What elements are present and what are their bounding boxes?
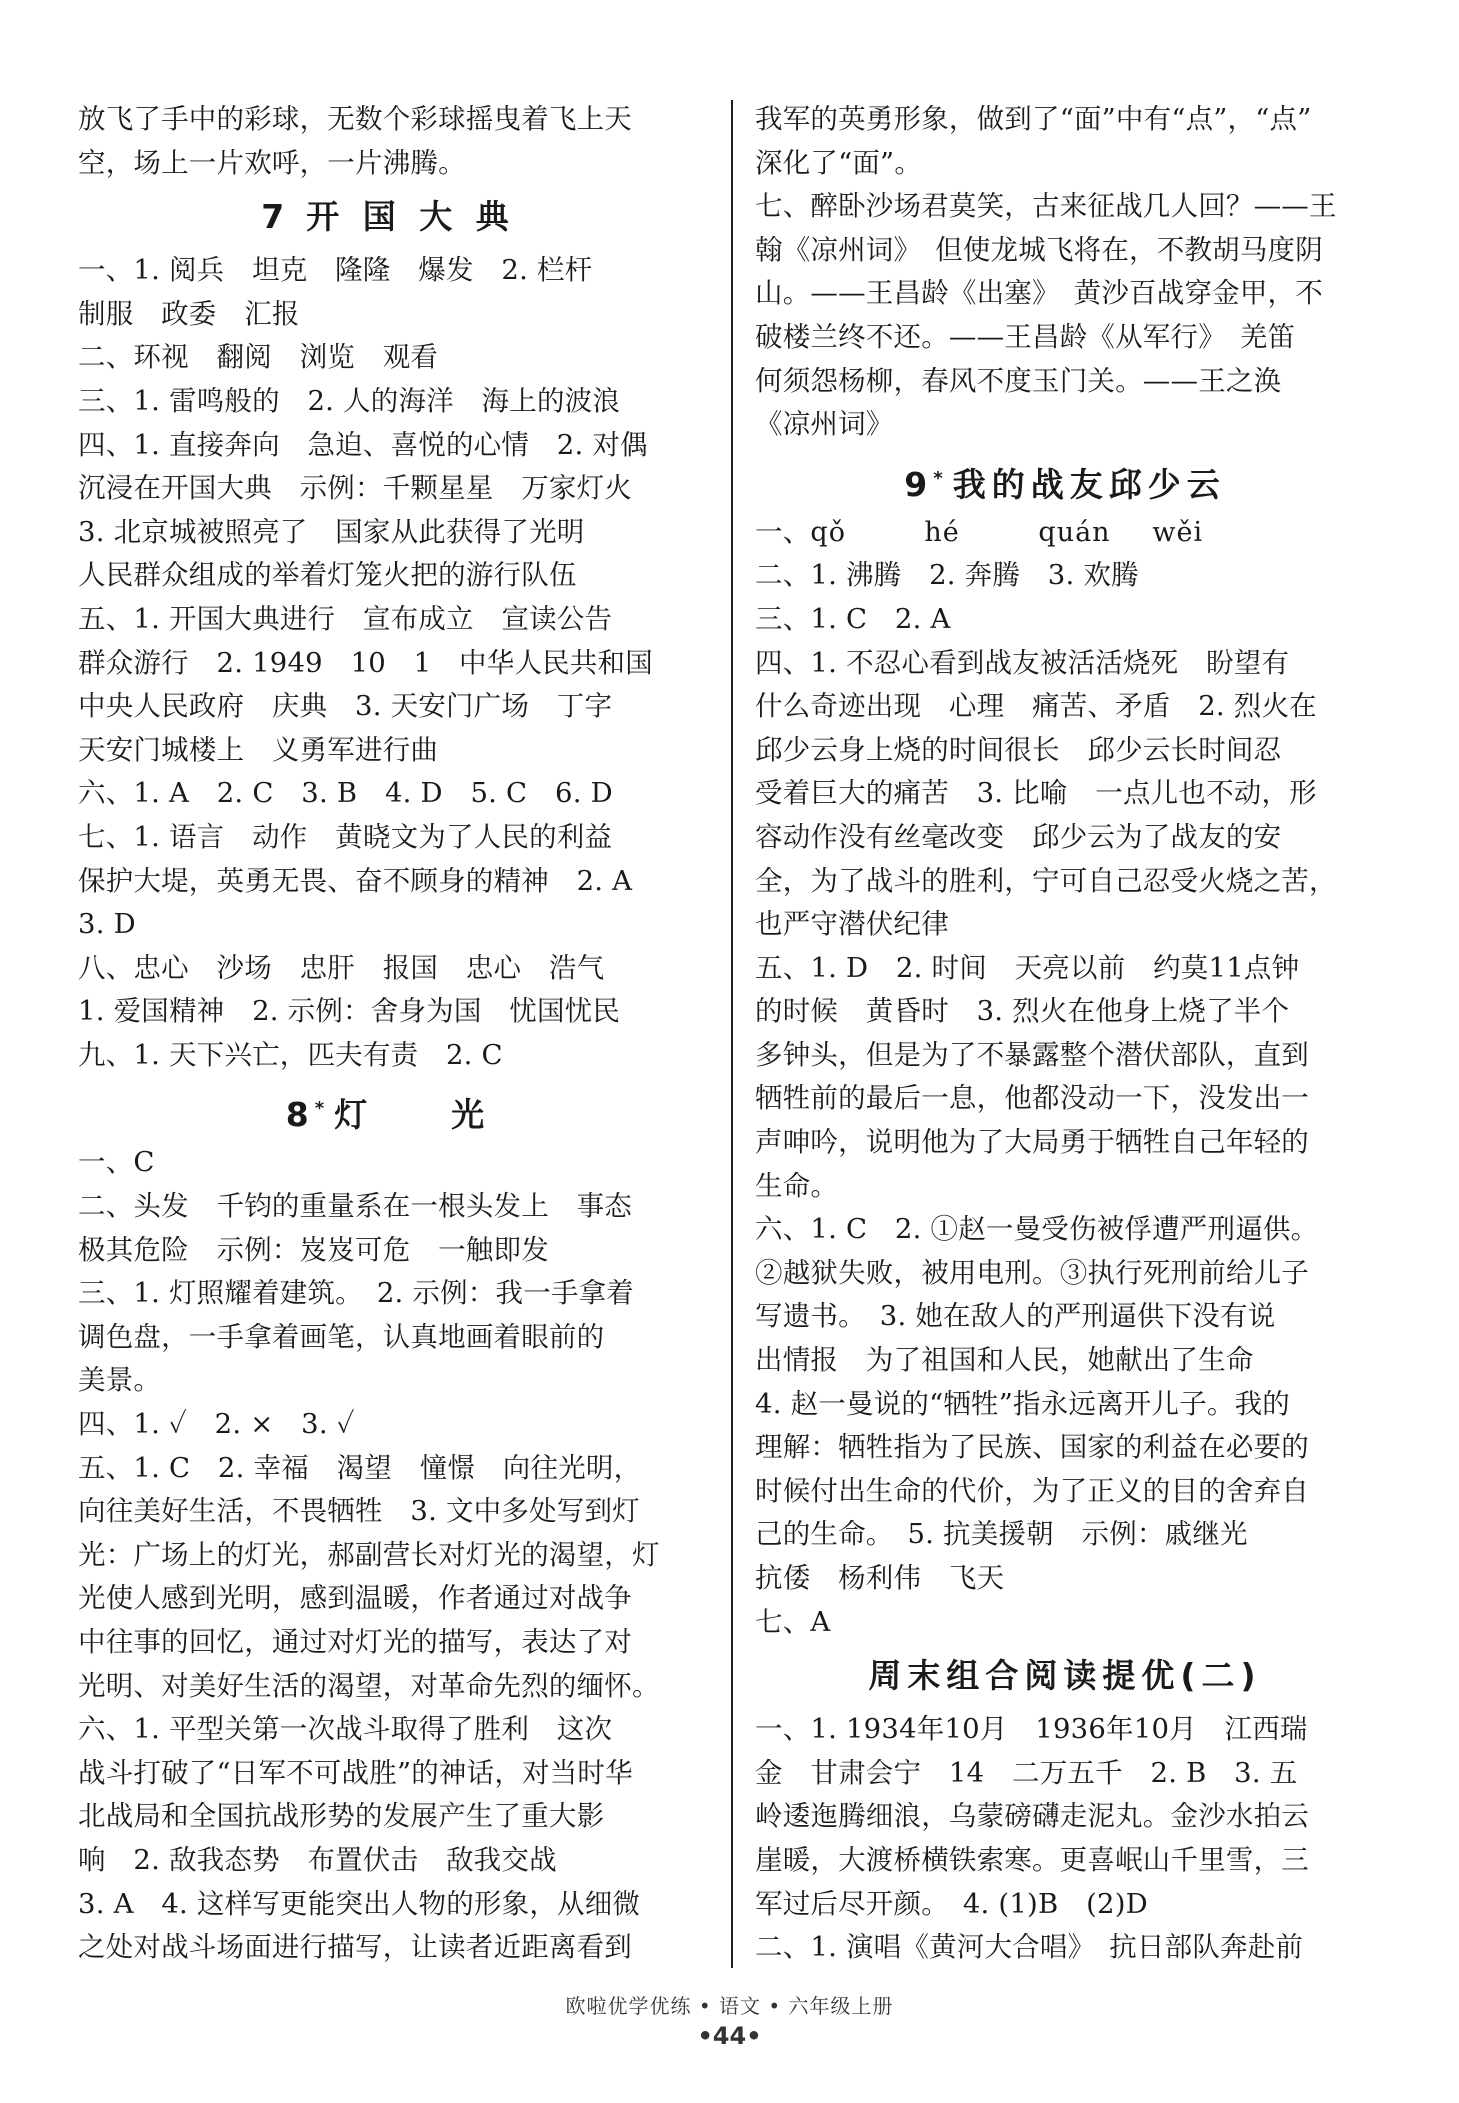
pinyin-item: hé xyxy=(924,516,960,548)
answer-line: 理解：牺牲指为了民族、国家的利益在必要的 xyxy=(755,1431,1309,1464)
heading-star: * xyxy=(933,467,943,489)
answer-line: 声呻吟，说明他为了大局勇于牺牲自己年轻的 xyxy=(755,1126,1309,1159)
answer-line: 3. D xyxy=(78,908,136,941)
answer-line: 己的生命。 5. 抗美援朝 示例：戚继光 xyxy=(755,1518,1248,1551)
answer-line: 什么奇迹出现 心理 痛苦、矛盾 2. 烈火在 xyxy=(755,690,1317,723)
answer-line: 受着巨大的痛苦 3. 比喻 一点儿也不动，形 xyxy=(755,777,1317,810)
heading-title: 我的战友邱少云 xyxy=(952,464,1226,504)
answer-line: 北战局和全国抗战形势的发展产生了重大影 xyxy=(78,1800,605,1833)
answer-line: 六、1. A 2. C 3. B 4. D 5. C 6. D xyxy=(78,777,613,810)
answer-line: 五、1. 开国大典进行 宣布成立 宣读公告 xyxy=(78,602,613,635)
answer-line: 出情报 为了祖国和人民，她献出了生命 xyxy=(755,1344,1254,1377)
answer-line: 写遗书。 3. 她在敌人的严刑逼供下没有说 xyxy=(755,1300,1276,1333)
right-lines-weekend xyxy=(755,1708,1375,1970)
answer-line: 二、1. 沸腾 2. 奔腾 3. 欢腾 xyxy=(755,559,1139,592)
right-lines-continued xyxy=(755,98,1375,447)
answer-line: 六、1. 平型关第一次战斗取得了胜利 这次 xyxy=(78,1713,613,1746)
answer-line: 七、醉卧沙场君莫笑，古来征战几人回？——王 xyxy=(755,190,1337,223)
answer-line: 军过后尽开颜。 4. (1)B (2)D xyxy=(755,1887,1148,1920)
heading-star: * xyxy=(314,1098,325,1120)
pinyin-item: wěi xyxy=(1152,516,1204,548)
answer-line: 崖暖，大渡桥横铁索寒。更喜岷山千里雪，三 xyxy=(755,1843,1309,1876)
column-divider xyxy=(731,100,733,1968)
footer-page-number: •44• xyxy=(697,2022,762,2050)
left-lines-intro xyxy=(78,98,698,185)
answer-line: 之处对战斗场面进行描写，让读者近距离看到 xyxy=(78,1931,632,1964)
left-lines-lesson-7 xyxy=(78,249,698,1077)
answer-line: 空，场上一片欢呼，一片沸腾。 xyxy=(78,146,466,179)
answer-line: 六、1. C 2. ①赵一曼受伤被俘遭严刑逼供。 xyxy=(755,1213,1319,1246)
answer-line: 光使人感到光明，感到温暖，作者通过对战争 xyxy=(78,1582,632,1615)
answer-line: ②越狱失败，被用电刑。③执行死刑前给儿子 xyxy=(755,1256,1309,1289)
heading-lesson-7 xyxy=(78,185,698,249)
answer-line: 制服 政委 汇报 xyxy=(78,297,300,330)
answer-line: 山。——王昌龄《出塞》 黄沙百战穿金甲，不 xyxy=(755,277,1323,310)
heading-number: 8 xyxy=(285,1095,315,1135)
answer-line: 容动作没有丝毫改变 邱少云为了战友的安 xyxy=(755,820,1282,853)
answer-line: 深化了“面”。 xyxy=(755,146,923,179)
answer-line: 生命。 xyxy=(755,1169,839,1202)
answer-line: 放飞了手中的彩球，无数个彩球摇曳着飞上天 xyxy=(78,103,632,135)
answer-line: 战斗打破了“日军不可战胜”的神话，对当时华 xyxy=(78,1756,633,1789)
right-column xyxy=(755,98,1375,1970)
pinyin-item: quán xyxy=(1038,516,1111,548)
answer-line: 中央人民政府 庆典 3. 天安门广场 丁字 xyxy=(78,690,613,723)
answer-line: 向往美好生活，不畏牺牲 3. 文中多处写到灯 xyxy=(78,1495,640,1528)
answer-line: 四、1. 直接奔向 急迫、喜悦的心情 2. 对偶 xyxy=(78,428,648,461)
answer-line: 光明、对美好生活的渴望，对革命先烈的缅怀。 xyxy=(78,1669,660,1702)
answer-line: 全，为了战斗的胜利，宁可自己忍受火烧之苦， xyxy=(755,864,1337,897)
answer-line: 岭逶迤腾细浪，乌蒙磅礴走泥丸。金沙水拍云 xyxy=(755,1800,1309,1833)
answer-line: 时候付出生命的代价，为了正义的目的舍弃自 xyxy=(755,1474,1309,1507)
heading-number: 9 xyxy=(904,464,934,504)
answer-line: 四、1. 不忍心看到战友被活活烧死 盼望有 xyxy=(755,646,1290,679)
answer-line: 人民群众组成的举着灯笼火把的游行队伍 xyxy=(78,559,577,592)
answer-line: 七、1. 语言 动作 黄晓文为了人民的利益 xyxy=(78,820,613,853)
answer-line: 《凉州词》 xyxy=(755,408,894,441)
answer-line: 响 2. 敌我态势 布置伏击 敌我交战 xyxy=(78,1843,557,1876)
heading-number: 7 xyxy=(261,197,291,237)
answer-line: 二、环视 翻阅 浏览 观看 xyxy=(78,341,439,374)
answer-line: 的时候 黄昏时 3. 烈火在他身上烧了半个 xyxy=(755,995,1290,1028)
answer-line: 三、1. C 2. A xyxy=(755,602,951,635)
answer-line: 二、1. 演唱《黄河大合唱》 抗日部队奔赴前 xyxy=(755,1931,1304,1964)
pinyin-answers xyxy=(755,511,1375,555)
answer-line: 金 甘肃会宁 14 二万五千 2. B 3. 五 xyxy=(755,1756,1298,1789)
answer-line: 七、A xyxy=(755,1605,831,1638)
answer-line: 一、1. 阅兵 坦克 隆隆 爆发 2. 栏杆 xyxy=(78,254,593,287)
answer-line: 一、1. 1934年10月 1936年10月 江西瑞 xyxy=(755,1713,1308,1746)
answer-line: 翰《凉州词》 但使龙城飞将在，不教胡马度阴 xyxy=(755,233,1323,266)
answer-line: 四、1. ✓ 2. × 3. ✓ xyxy=(78,1408,355,1441)
answer-line: 1. 爱国精神 2. 示例：舍身为国 忧国忧民 xyxy=(78,995,621,1028)
answer-line: 牺牲前的最后一息，他都没动一下，没发出一 xyxy=(755,1082,1309,1115)
answer-line: 五、1. D 2. 时间 天亮以前 约莫11点钟 xyxy=(755,951,1300,984)
pinyin-prefix: 一、 xyxy=(755,515,811,548)
answer-line: 沉浸在开国大典 示例：千颗星星 万家灯火 xyxy=(78,472,632,505)
pinyin-item: qǒ xyxy=(810,516,846,548)
answer-line: 群众游行 2. 1949 10 1 中华人民共和国 xyxy=(78,646,653,679)
answer-line: 光：广场上的灯光，郝副营长对灯光的渴望，灯 xyxy=(78,1538,660,1571)
answer-line: 我军的英勇形象，做到了“面”中有“点”，“点” xyxy=(755,103,1312,135)
answer-line: 多钟头，但是为了不暴露整个潜伏部队，直到 xyxy=(755,1038,1309,1071)
answer-line: 一、C xyxy=(78,1146,155,1179)
answer-line: 天安门城楼上 义勇军进行曲 xyxy=(78,733,439,766)
answer-line: 破楼兰终不还。——王昌龄《从军行》 羌笛 xyxy=(755,320,1296,353)
answer-line: 3. 北京城被照亮了 国家从此获得了光明 xyxy=(78,515,585,548)
heading-weekend-reading xyxy=(755,1644,1375,1708)
left-lines-lesson-8 xyxy=(78,1141,698,1969)
answer-line: 也严守潜伏纪律 xyxy=(755,908,949,941)
answer-line: 4. 赵一曼说的“牺牲”指永远离开儿子。我的 xyxy=(755,1387,1290,1420)
answer-line: 何须怨杨柳，春风不度玉门关。——王之涣 xyxy=(755,364,1282,397)
left-column xyxy=(78,98,698,1970)
answer-line: 八、忠心 沙场 忠肝 报国 忠心 浩气 xyxy=(78,951,605,984)
right-lines-lesson-9 xyxy=(755,554,1375,1644)
answer-line: 极其危险 示例：岌岌可危 一触即发 xyxy=(78,1233,549,1266)
heading-title: 灯 光 xyxy=(334,1095,491,1135)
answer-line: 五、1. C 2. 幸福 渴望 憧憬 向往光明， xyxy=(78,1451,642,1484)
answer-line: 九、1. 天下兴亡，匹夫有责 2. C xyxy=(78,1038,503,1071)
answer-line: 调色盘，一手拿着画笔，认真地画着眼前的 xyxy=(78,1320,605,1353)
answer-line: 邱少云身上烧的时间很长 邱少云长时间忍 xyxy=(755,733,1282,766)
heading-lesson-9 xyxy=(755,447,1375,511)
answer-line: 三、1. 雷鸣般的 2. 人的海洋 海上的波浪 xyxy=(78,384,621,417)
answer-line: 三、1. 灯照耀着建筑。 2. 示例：我一手拿着 xyxy=(78,1277,635,1310)
answer-line: 中往事的回忆，通过对灯光的描写，表达了对 xyxy=(78,1626,632,1658)
heading-lesson-8 xyxy=(78,1077,698,1141)
heading-title: 开 国 大 典 xyxy=(306,197,515,237)
answer-line: 3. A 4. 这样写更能突出人物的形象，从细微 xyxy=(78,1887,641,1920)
answer-line: 美景。 xyxy=(78,1364,162,1397)
answer-line: 二、头发 千钧的重量系在一根头发上 事态 xyxy=(78,1190,632,1223)
answer-line: 保护大堤，英勇无畏、奋不顾身的精神 2. A xyxy=(78,864,633,897)
answer-line: 抗倭 杨利伟 飞天 xyxy=(755,1562,1005,1594)
heading-title: 周末组合阅读提优(二) xyxy=(868,1656,1262,1696)
footer-book-title: 欧啦优学优练 • 语文 • 六年级上册 xyxy=(565,1994,894,2018)
